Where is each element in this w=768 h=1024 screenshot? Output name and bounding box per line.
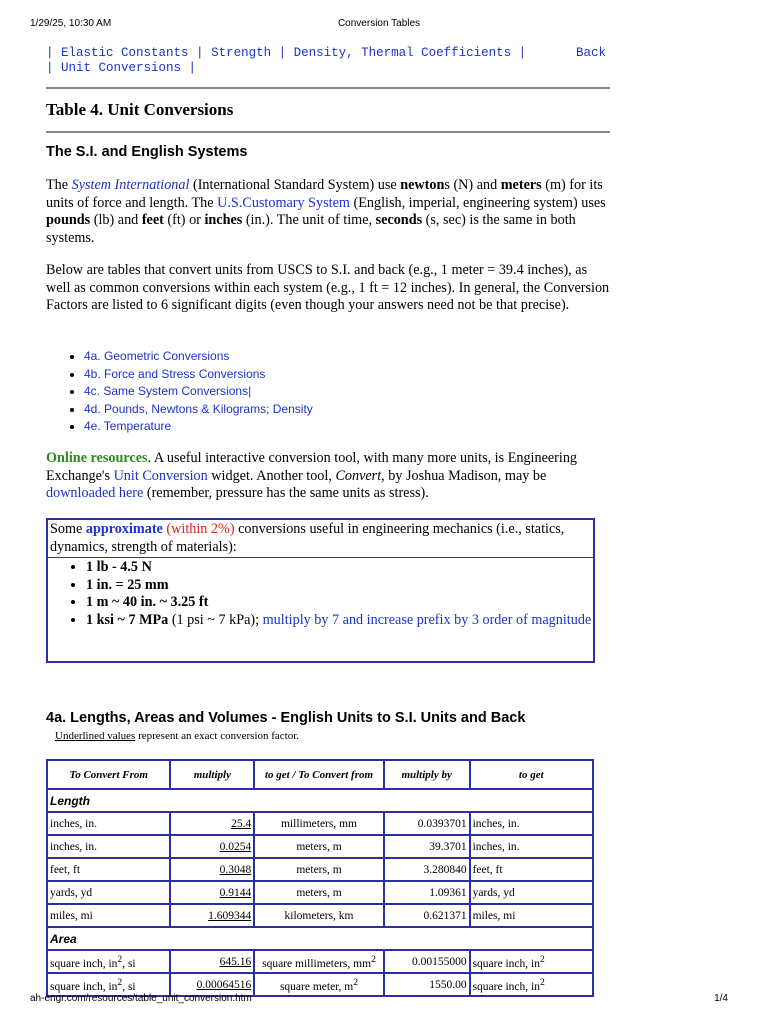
table-row: inches, in. 25.4 millimeters, mm 0.0393701 inches, in. xyxy=(47,812,593,835)
table-row: yards, yd 0.9144 meters, m 1.09361 yards, yd xyxy=(47,881,593,904)
approx-item: • 1 m ~ 40 in. ~ 3.25 ft xyxy=(86,594,593,612)
nav-link-unit-conversions[interactable]: Unit Conversions xyxy=(61,61,182,75)
toc-list xyxy=(68,348,313,436)
col-header: to get / To Convert from xyxy=(254,760,384,789)
nav-link-strength[interactable]: Strength xyxy=(211,46,272,60)
table-row: square inch, $in^2$, si 0.00064516 square meter, $m^2$ 1550.00 square inch, $in^2$ xyxy=(47,973,593,996)
nav-row-2: | Unit Conversions | xyxy=(46,61,197,75)
si-link[interactable]: System International xyxy=(71,177,190,193)
group-row-area: Area xyxy=(47,927,593,950)
section-heading: The S.I. and English Systems xyxy=(46,144,248,160)
table-row: feet, ft 0.3048 meters, m 3.280840 feet, ft xyxy=(47,858,593,881)
back-link[interactable]: Back xyxy=(575,46,606,60)
page-number: 1/4 xyxy=(714,993,728,1004)
col-header: to get xyxy=(470,760,593,789)
nav-link-density[interactable]: Density, Thermal Coefficients xyxy=(293,46,512,60)
divider-top xyxy=(46,87,610,89)
top-nav xyxy=(46,46,610,76)
print-url: ah-engr.com/resources/table_unit_conversion.htm xyxy=(30,993,252,1004)
approx-item: • 1 ksi ~ 7 MPa (1 psi ~ 7 kPa); multiply by 7 and increase prefix by 3 order of magnitude xyxy=(86,612,593,630)
section-4a-heading: 4a. Lengths, Areas and Volumes - English Units to S.I. Units and Back xyxy=(46,710,526,726)
uscs-link[interactable]: U.S.Customary System xyxy=(217,194,350,211)
approx-list xyxy=(48,559,593,629)
print-title: Conversion Tables xyxy=(337,18,421,29)
intro-paragraph: The System International (International Standard System) use newtons (N) and meters (m) for its units of force and length. The U.S.Customary System (English, imperial, engineering system) uses pounds (lb) and feet (ft) or inches (in.). The unit of time, seconds (s, sec) is the same in both systems. xyxy=(46,177,606,246)
nav-link-elastic-constants[interactable]: Elastic Constants xyxy=(61,46,189,60)
print-date: 1/29/25, 10:30 AM xyxy=(30,18,112,29)
online-resources-paragraph: Online resources. A useful interactive conversion tool, with many more units, is Engineering Exchange's Unit Conversion widget. Another tool, Convert, by Joshua Madison, may be downloaded here (remember, pressure has the same units as stress). xyxy=(46,450,578,501)
page-title: Table 4. Unit Conversions xyxy=(46,100,234,119)
toc-item[interactable]: • 4b. Force and Stress Conversions xyxy=(84,366,313,384)
table-row: square inch, $in^2$, si 645.16 square millimeters, $mm^2$ 0.00155000 square inch, $in^2$ xyxy=(47,950,593,973)
table-row: miles, mi 1.609344 kilometers, km 0.621371 miles, mi xyxy=(47,904,593,927)
approx-box xyxy=(46,518,595,663)
toc-item[interactable]: • 4c. Same System Conversions| xyxy=(84,383,313,401)
conversion-table xyxy=(46,759,594,997)
nav-row-1: | Elastic Constants | Strength | Density, Thermal Coefficients | xyxy=(46,46,527,60)
group-row-length: Length xyxy=(47,789,593,812)
divider-below-title xyxy=(46,131,610,133)
approx-item: • 1 lb - 4.5 N xyxy=(86,559,593,577)
table-row: inches, in. 0.0254 meters, m 39.3701 inches, in. xyxy=(47,835,593,858)
col-header: multiply xyxy=(170,760,254,789)
tables-paragraph: Below are tables that convert units from USCS to S.I. and back (e.g., 1 meter = 39.4 inches), as well as common conversions within each system (e.g., 1 ft = 12 inches). In general, the Conversion Factors are listed to 6 significant digits (even though your answers need not be that precise). xyxy=(46,262,610,313)
table-header-row xyxy=(47,760,593,789)
col-header: To Convert From xyxy=(47,760,170,789)
approx-divider xyxy=(48,557,593,558)
download-link[interactable]: downloaded here xyxy=(46,485,144,501)
online-resources-label: Online resources xyxy=(46,450,148,466)
toc-item[interactable]: • 4d. Pounds, Newtons & Kilograms; Density xyxy=(84,401,313,419)
col-header: multiply by xyxy=(384,760,470,789)
toc-item[interactable]: • 4e. Temperature xyxy=(84,418,313,436)
approx-intro: Some approximate (within 2%) conversions useful in engineering mechanics (i.e., statics, dynamics, strength of materials): xyxy=(50,521,565,555)
exact-note: Underlined values represent an exact conversion factor. xyxy=(55,730,300,742)
toc-item[interactable]: • 4a. Geometric Conversions xyxy=(84,348,313,366)
unit-conversion-link[interactable]: Unit Conversion xyxy=(113,467,208,484)
approx-item: • 1 in. = 25 mm xyxy=(86,577,593,595)
